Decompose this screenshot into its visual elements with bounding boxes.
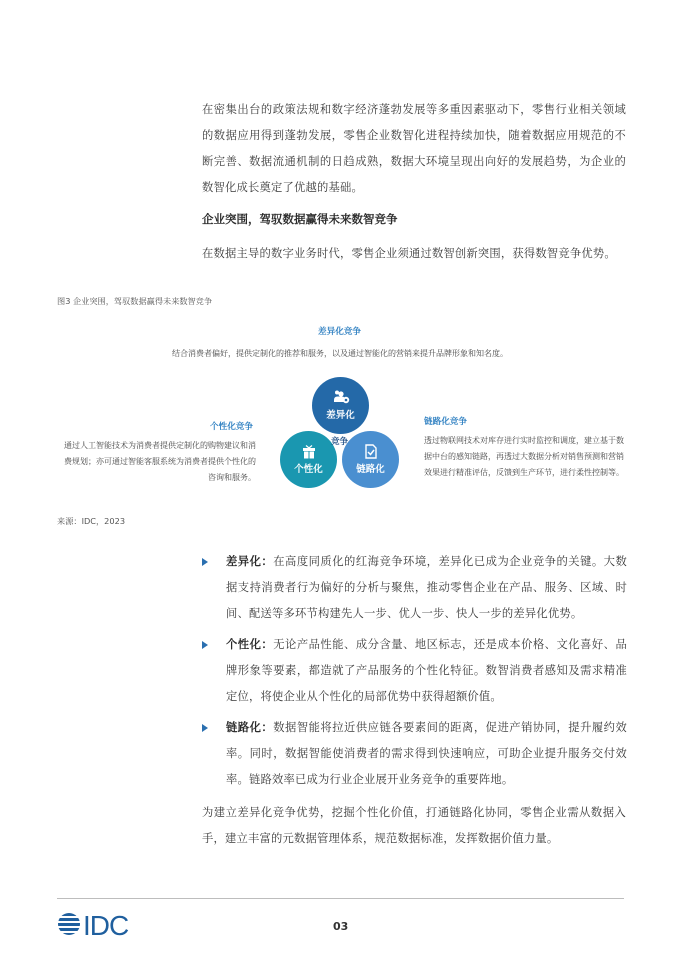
document-check-icon bbox=[363, 444, 378, 461]
figure-caption: 图3 企业突围，驾驭数据赢得未来数智竞争 bbox=[57, 296, 213, 306]
bullet-text: 无论产品性能、成分含量、地区标志，还是成本价格、文化喜好、品牌形象等要素，都造就了产品服务的个性化特征。数智消费者感知及需求精准定位，将使企业从个性化的局部优势中获得超额价值。 bbox=[226, 638, 627, 703]
circle-label: 链路化 bbox=[356, 464, 385, 475]
idc-logo bbox=[57, 912, 128, 940]
logo-text: IDC bbox=[83, 910, 129, 941]
bullet-arrow-icon bbox=[202, 558, 208, 566]
circle-personalization bbox=[280, 431, 337, 488]
intro-paragraph: 在密集出台的政策法规和数字经济蓬勃发展等多重因素驱动下，零售行业相关领域的数据应用得到蓬勃发展，零售企业数智化进程持续加快，随着数据应用规范的不断完善、数据流通机制的日趋成熟，数据大环境呈现出向好的发展趋势，为企业的数智化成长奠定了优越的基础。 bbox=[202, 103, 626, 194]
circle-label: 个性化 bbox=[294, 463, 323, 475]
users-gear-icon bbox=[332, 390, 350, 407]
bullet-text: 数据智能将拉近供应链各要素间的距离，促进产销协同，提升履约效率。同时，数据智能使消费者的需求得到快速响应，可助企业提升服务交付效率。链路效率已成为行业企业展开业务竞争的重要阵地。 bbox=[226, 721, 627, 786]
bullet-arrow-icon bbox=[202, 641, 208, 649]
figure-source: 来源：IDC，2023 bbox=[57, 516, 126, 526]
closing-paragraph: 为建立差异化竞争优势，挖掘个性化价值，打通链路化协同，零售企业需从数据入手，建立丰富的元数据管理体系，规范数据标准，发挥数据价值力量。 bbox=[202, 806, 626, 845]
page-number: 03 bbox=[333, 920, 349, 933]
circle-chain bbox=[342, 431, 399, 488]
gift-icon bbox=[302, 445, 316, 461]
globe-icon bbox=[57, 912, 81, 940]
footer-divider bbox=[57, 898, 624, 899]
right-title: 链路化竞争 bbox=[424, 417, 467, 427]
top-description: 结合消费者偏好，提供定制化的推荐和服务，以及通过智能化的营销来提升品牌形象和知名度。 bbox=[172, 349, 508, 358]
bullet-text: 在高度同质化的红海竞争环境，差异化已成为企业竞争的关键。大数据支持消费者行为偏好的分析与聚焦，推动零售企业在产品、服务、区域、时间、配送等多环节构建先人一步、优人一步、快人一步的差异化优势。 bbox=[226, 555, 627, 620]
overlap-label: 竞争 bbox=[331, 437, 349, 447]
bullet-label: 个性化： bbox=[226, 638, 274, 651]
circle-label: 差异化 bbox=[326, 410, 355, 421]
bullet-arrow-icon bbox=[202, 724, 208, 732]
right-description: 透过物联网技术对库存进行实时监控和调度，建立基于数据中台的感知链路，再透过大数据分析对销售预测和营销效果进行精准评估，反馈到生产环节，进行柔性控制等。 bbox=[424, 436, 624, 477]
circle-differentiation bbox=[312, 377, 369, 434]
bullet-label: 差异化： bbox=[226, 555, 274, 568]
section-lead: 在数据主导的数字业务时代，零售企业须通过数智创新突围，获得数智竞争优势。 bbox=[202, 247, 616, 260]
left-description: 通过人工智能技术为消费者提供定制化的购物建议和消费规划；亦可通过智能客服系统为消费者提供个性化的咨询和服务。 bbox=[64, 441, 256, 482]
top-title: 差异化竞争 bbox=[318, 327, 361, 337]
left-title: 个性化竞争 bbox=[210, 422, 253, 432]
section-heading: 企业突围，驾驭数据赢得未来数智竞争 bbox=[202, 212, 398, 226]
bullet-label: 链路化： bbox=[226, 721, 274, 734]
